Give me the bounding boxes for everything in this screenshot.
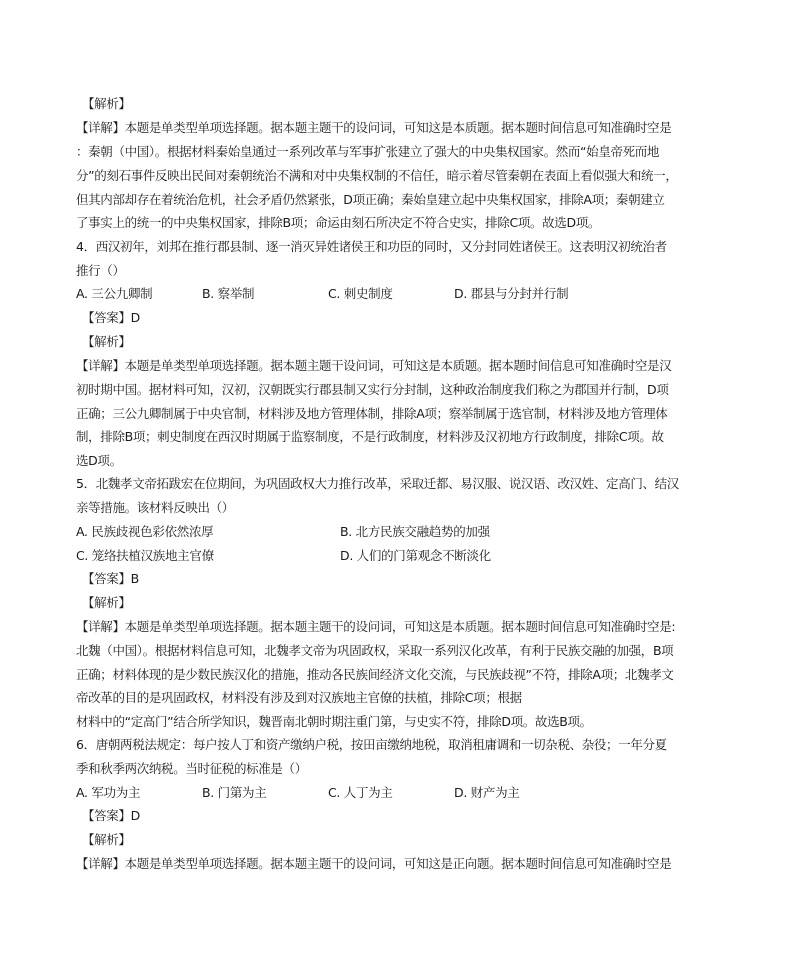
question-6-option-a: A. 军功为主 <box>76 785 141 800</box>
question-4-option-a: A. 三公九卿制 <box>76 286 153 301</box>
question-6-option-c: C. 人丁为主 <box>328 785 393 800</box>
question-5-stem: 5．北魏孝文帝拓跋宏在位期间，为巩固政权大力推行改革，采取迁都、易汉服、说汉语、改汉姓、定高门、结汉 <box>76 476 679 491</box>
question-5-option-a: A. 民族歧视色彩依然浓厚 <box>76 524 214 539</box>
detail-line: 【详解】本题是单类型单项选择题。据本题主题干的设问词，可知这是本质题。据本题时间信息可知准确时空是 <box>76 120 672 135</box>
question-4-option-c: C. 刺史制度 <box>328 286 393 301</box>
question-6-option-d: D. 财产为主 <box>454 785 520 800</box>
detail-line: 【详解】本题是单类型单项选择题。据本题主题干的设问词，可知这是本质题。据本题时间信息可知准确时空是: <box>76 619 676 634</box>
question-5-answer: 【答案】B <box>82 571 139 586</box>
detail-line: 分”的刻石事件反映出民间对秦朝统治不满和对中央集权制的不信任，暗示着尽管秦朝在表面上看似强大和统一， <box>76 168 678 183</box>
detail-line: 正确；三公九卿制属于中央官制，材料涉及地方管理体制，排除A项；察举制属于选官制，材料涉及地方管理体 <box>76 406 668 421</box>
detail-line: 选D项。 <box>76 453 122 468</box>
analysis-label: 【解析】 <box>82 595 131 610</box>
detail-line: 制，排除B项；刺史制度在西汉时期属于监察制度，不是行政制度，材料涉及汉初地方行政制度，排除C项。故 <box>76 429 664 444</box>
detail-line: 【详解】本题是单类型单项选择题。据本题主题干设问词，可知这是本质题。据本题时间信息可知准确时空是汉 <box>76 358 672 373</box>
question-4-answer: 【答案】D <box>82 310 140 325</box>
question-6-option-b: B. 门第为主 <box>202 785 267 800</box>
question-6-stem: 6．唐朝两税法规定：每户按人丁和资产缴纳户税，按田亩缴纳地税，取消租庸调和一切杂税、杂役；一年分夏 <box>76 737 667 752</box>
analysis-label: 【解析】 <box>82 334 131 349</box>
detail-line: 帝改革的目的是巩固政权，材料没有涉及到对汉族地主官僚的扶植，排除C项；根据 <box>76 690 522 705</box>
analysis-label: 【解析】 <box>82 832 131 847</box>
detail-line: 了事实上的统一的中央集权国家，排除B项；命运由刻石所决定不符合史实，排除C项。故选D项。 <box>76 215 601 230</box>
question-5-option-c: C. 笼络扶植汉族地主官僚 <box>76 548 214 563</box>
question-6-answer: 【答案】D <box>82 808 140 823</box>
detail-line: 材料中的“定高门”结合所学知识，魏晋南北朝时期注重门第，与史实不符，排除D项。故选B项。 <box>76 714 592 729</box>
detail-line: 但其内部却存在着统治危机，社会矛盾仍然紧张，D项正确；秦始皇建立起中央集权国家，排除A项；秦朝建立 <box>76 192 665 207</box>
detail-line: 初时期中国。据材料可知，汉初，汉朝既实行郡县制又实行分封制，这种政治制度我们称之为郡国并行制，D项 <box>76 382 669 397</box>
question-6-stem: 季和秋季两次纳税。当时征税的标准是（） <box>76 761 307 776</box>
question-4-option-b: B. 察举制 <box>202 286 255 301</box>
question-5-stem: 亲等措施。该材料反映出（） <box>76 500 234 515</box>
question-5-option-b: B. 北方民族交融趋势的加强 <box>340 524 490 539</box>
detail-line: 正确；材料体现的是少数民族汉化的措施，推动各民族间经济文化交流，与民族歧视”不符，排除A项；北魏孝文 <box>76 667 674 682</box>
detail-line: 【详解】本题是单类型单项选择题。据本题主题干的设问词，可知这是正向题。据本题时间信息可知准确时空是 <box>76 856 672 871</box>
question-4-stem: 推行（） <box>76 263 125 278</box>
question-5-option-d: D. 人们的门第观念不断淡化 <box>340 548 491 563</box>
question-4-stem: 4．西汉初年，刘邦在推行郡县制、逐一消灭异姓诸侯王和功臣的同时，又分封同姓诸侯王。这表明汉初统治者 <box>76 239 667 254</box>
detail-line: ：秦朝（中国）。根据材料秦始皇通过一系列改革与军事扩张建立了强大的中央集权国家。然而“始皇帝死而地 <box>76 144 660 159</box>
detail-line: 北魏（中国）。根据材料信息可知，北魏孝文帝为巩固政权，采取一系列汉化改革，有利于民族交融的加强，B项 <box>76 643 674 658</box>
analysis-label: 【解析】 <box>82 96 131 111</box>
question-4-option-d: D. 郡县与分封并行制 <box>454 286 569 301</box>
